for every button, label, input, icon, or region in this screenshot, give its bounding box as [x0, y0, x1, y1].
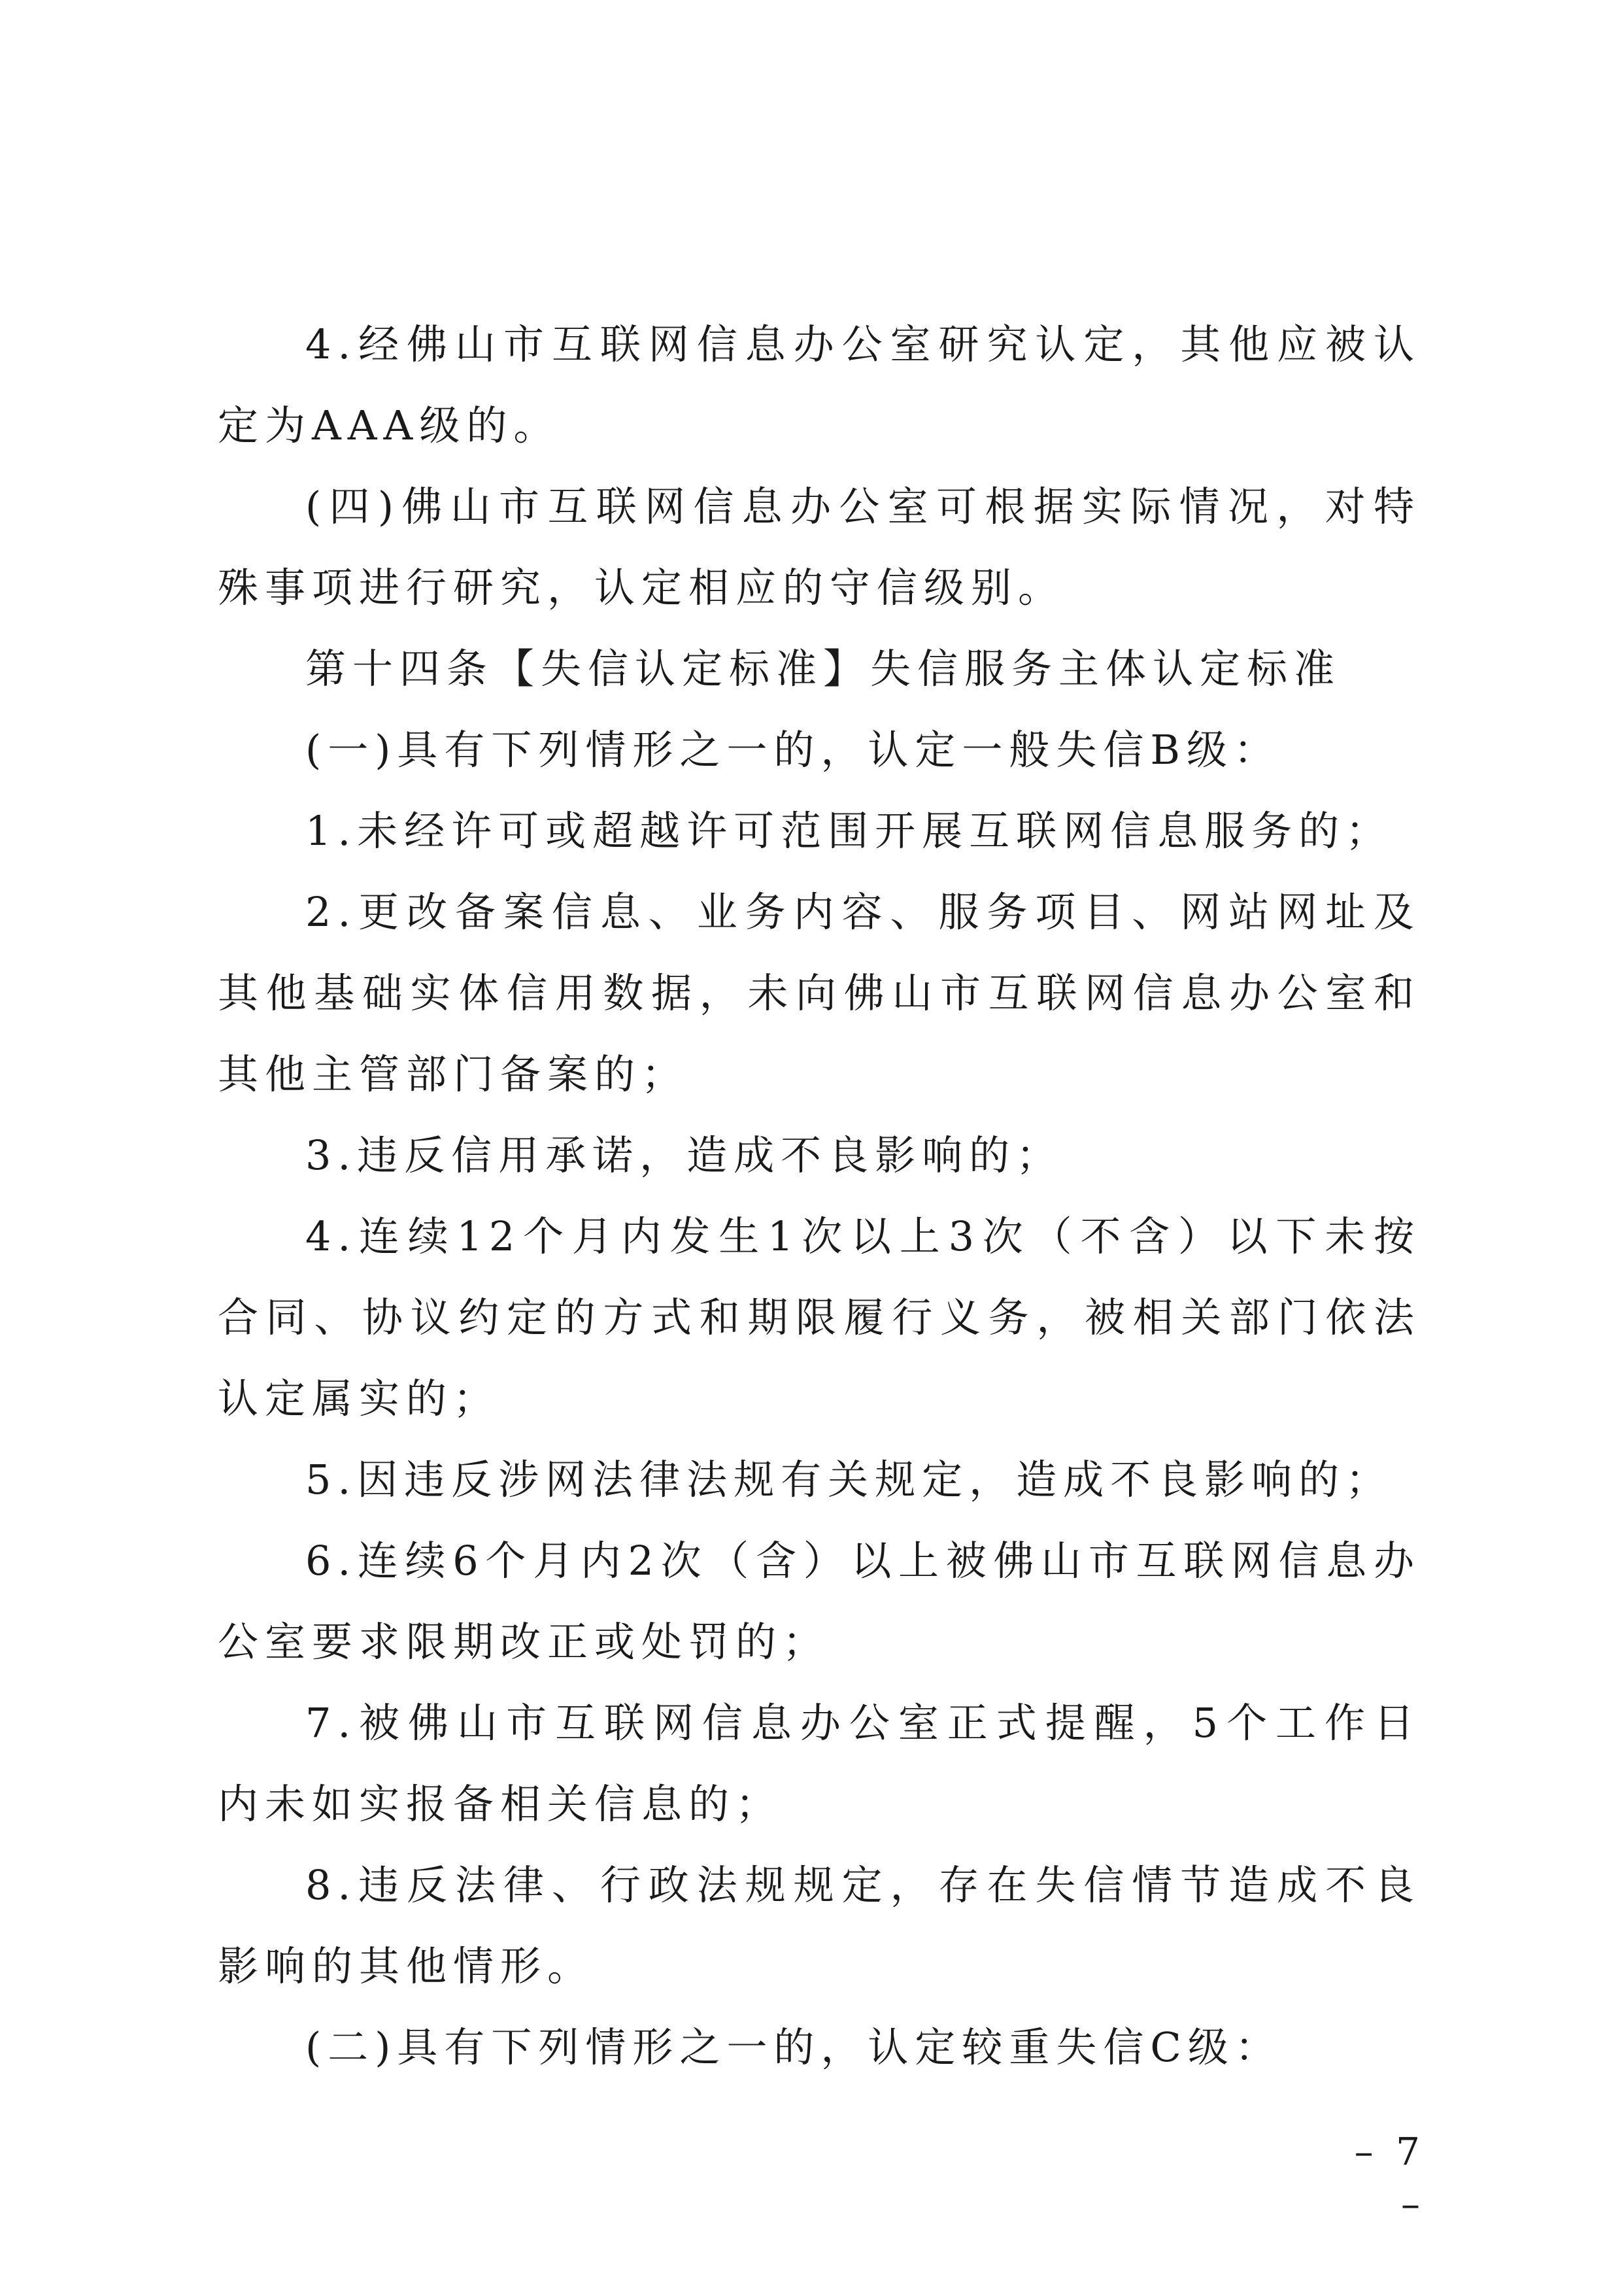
level-b-intro: (一)具有下列情形之一的，认定一般失信B级： [305, 726, 1281, 774]
article-14-heading: 第十四条【失信认定标准】失信服务主体认定标准 [305, 645, 1342, 693]
body-text [218, 304, 1421, 2088]
level-b-item-6: 6.连续6个月内2次（含）以上被佛山市互联网信息办公室要求限期改正或处罚的； [218, 1537, 1421, 1666]
level-b-item-5: 5.因违反涉网法律法规有关规定，造成不良影响的； [305, 1456, 1393, 1503]
level-b-item-3: 3.违反信用承诺，造成不良影响的； [305, 1131, 1064, 1179]
page-number: – 7 – [1354, 2129, 1425, 2226]
paragraph-special-matters: (四)佛山市互联网信息办公室可根据实际情况，对特殊事项进行研究，认定相应的守信级别。 [218, 483, 1421, 611]
level-b-item-8: 8.违反法律、行政法规规定，存在失信情节造成不良影响的其他情形。 [218, 1861, 1421, 1990]
level-b-item-4: 4.连续12个月内发生1次以上3次（不含）以下未按合同、协议约定的方式和期限履行义务，被相关部门依法认定属实的； [218, 1212, 1421, 1422]
level-b-item-1: 1.未经许可或超越许可范围开展互联网信息服务的； [305, 807, 1393, 855]
level-b-item-2: 2.更改备案信息、业务内容、服务项目、网站网址及其他基础实体信用数据，未向佛山市互联网信息办公室和其他主管部门备案的； [218, 888, 1421, 1098]
paragraph-item-4-aaa: 4.经佛山市互联网信息办公室研究认定，其他应被认定为AAA级的。 [218, 320, 1421, 449]
level-b-item-7: 7.被佛山市互联网信息办公室正式提醒，5个工作日内未如实报备相关信息的； [218, 1699, 1421, 1828]
level-c-intro: (二)具有下列情形之一的，认定较重失信C级： [305, 2023, 1282, 2071]
